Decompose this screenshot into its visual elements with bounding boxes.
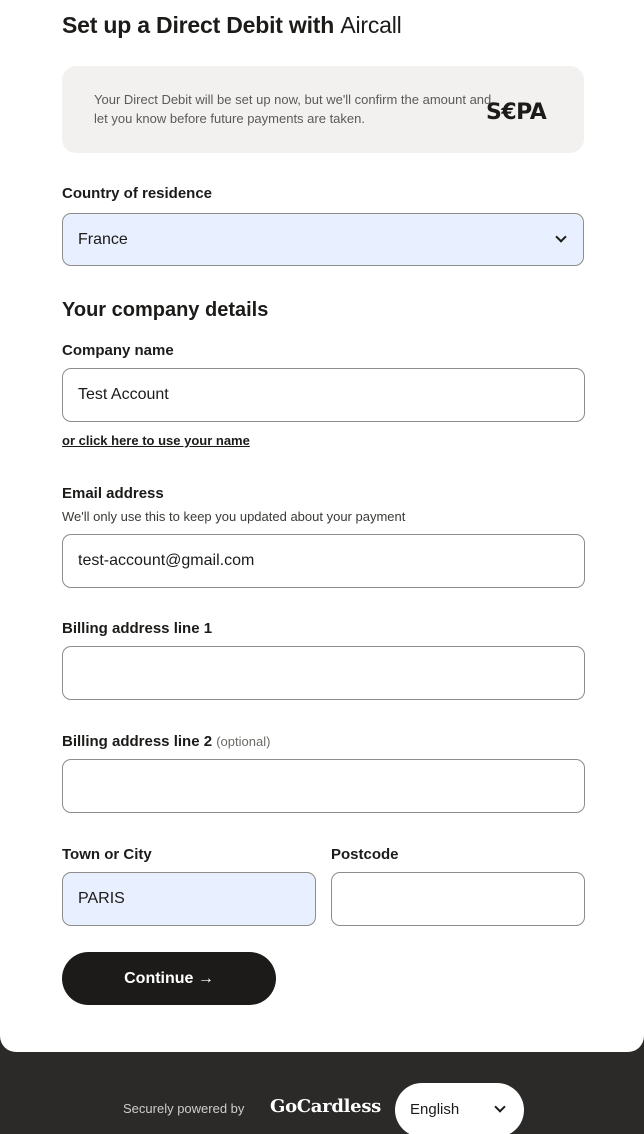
sepa-notice bbox=[62, 66, 584, 153]
company-name-label: Company name bbox=[62, 342, 174, 359]
title-prefix: Set up a Direct Debit with bbox=[62, 12, 335, 38]
postcode-input[interactable] bbox=[331, 872, 585, 926]
chevron-down-icon bbox=[555, 231, 566, 242]
country-value: France bbox=[78, 231, 128, 248]
city-input[interactable] bbox=[62, 872, 316, 926]
merchant-name: Aircall bbox=[340, 12, 402, 38]
billing-line2-input[interactable] bbox=[62, 759, 585, 813]
company-name-input[interactable] bbox=[62, 368, 585, 422]
use-your-name-link[interactable]: or click here to use your name bbox=[62, 433, 250, 448]
company-section-title: Your company details bbox=[62, 299, 269, 321]
country-select[interactable] bbox=[62, 213, 584, 266]
language-value: English bbox=[410, 1101, 460, 1118]
billing-line1-label: Billing address line 1 bbox=[62, 620, 213, 637]
country-label: Country of residence bbox=[62, 185, 213, 202]
continue-button[interactable]: Continue → bbox=[62, 952, 276, 1005]
optional-tag: (optional) bbox=[216, 734, 271, 749]
gocardless-logo: GoCardless bbox=[270, 1096, 381, 1117]
powered-by-text: Securely powered by bbox=[123, 1101, 245, 1116]
notice-text: Your Direct Debit will be set up now, but we'll confirm the amount and let you know before future payments are taken. bbox=[94, 92, 492, 126]
postcode-label: Postcode bbox=[331, 846, 399, 863]
city-label: Town or City bbox=[62, 846, 152, 863]
billing-line2-label-text: Billing address line 2 bbox=[62, 733, 213, 750]
sepa-logo: S€PA bbox=[486, 100, 547, 125]
chevron-down-icon bbox=[494, 1101, 505, 1112]
language-select[interactable] bbox=[395, 1083, 524, 1134]
email-help-text: We'll only use this to keep you updated about your payment bbox=[62, 509, 406, 524]
email-input[interactable] bbox=[62, 534, 585, 588]
billing-line1-input[interactable] bbox=[62, 646, 585, 700]
billing-line2-label bbox=[62, 733, 270, 750]
page-title bbox=[62, 12, 402, 39]
email-label: Email address bbox=[62, 485, 164, 502]
